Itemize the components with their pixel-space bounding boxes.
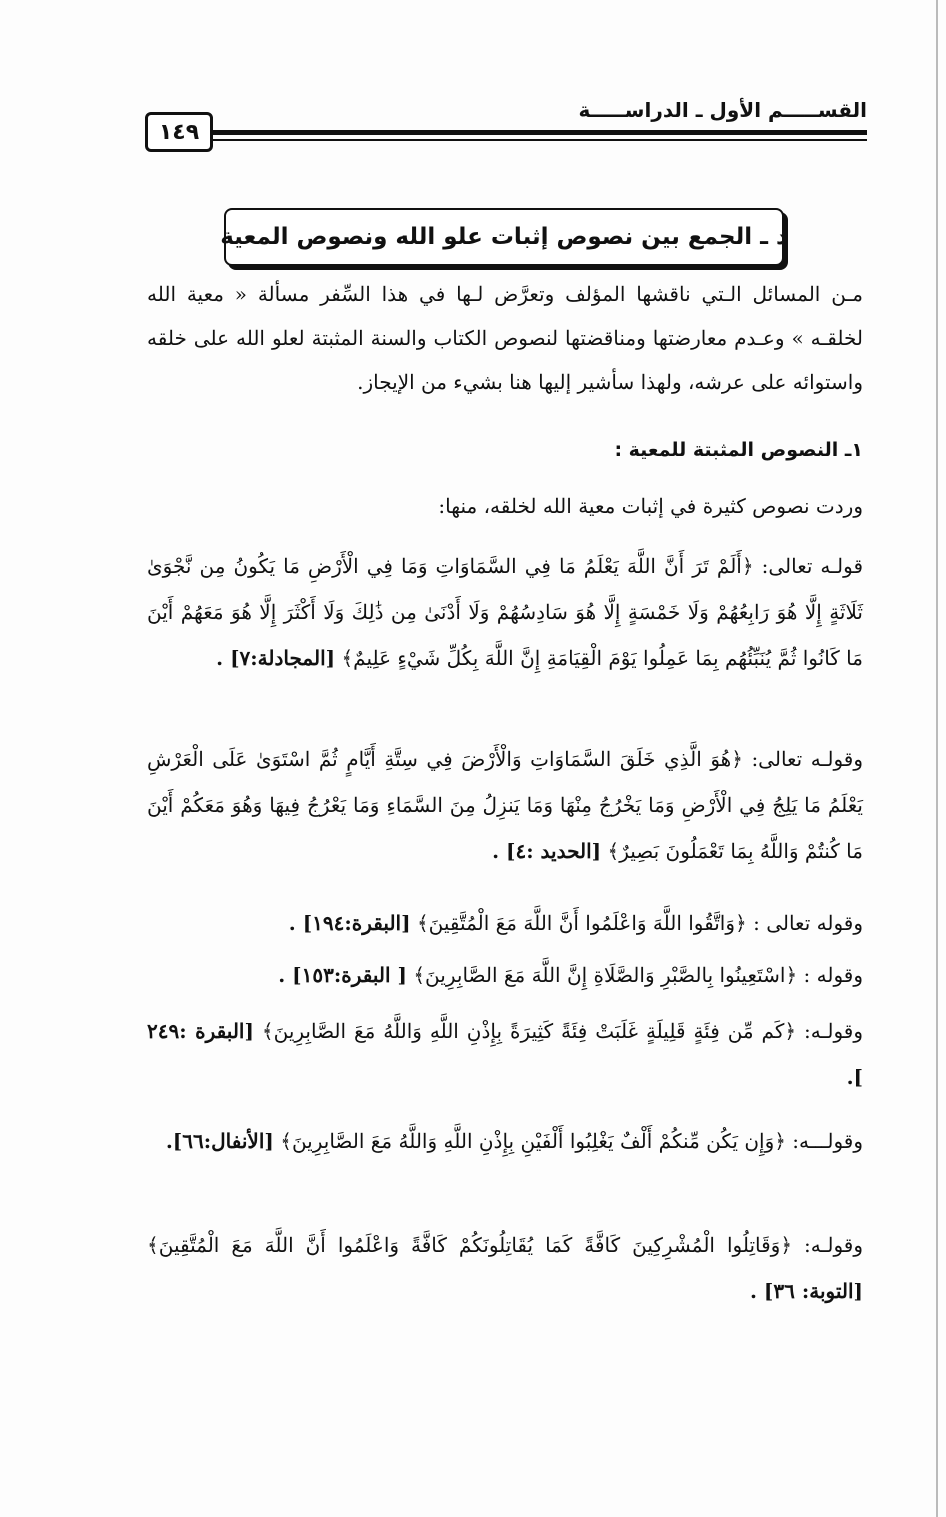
- quote-text: وقولـه: ﴿وَقَاتِلُوا الْمُشْرِكِينَ كَافَّةً كَمَا يُقَاتِلُونَكُمْ كَافَّةً وَاعْلَمُوا أَنَّ اللَّهَ مَعَ الْمُتَّقِينَ﴾: [147, 1233, 863, 1257]
- quote-reference: [البقرة :٢٤٩ ].: [147, 1019, 863, 1089]
- lead-sentence: وردت نصوص كثيرة في إثبات معية الله لخلقه، منها:: [438, 494, 863, 518]
- quote-text: وقولـــه: ﴿وَإِن يَكُن مِّنكُمْ أَلْفٌ يَغْلِبُوا أَلْفَيْنِ بِإِذْنِ اللَّهِ وَاللَّهُ مَعَ الصَّابِرِينَ﴾: [280, 1129, 863, 1153]
- quote-text: وقولـه تعالى: ﴿هُوَ الَّذِي خَلَقَ السَّمَاوَاتِ وَالْأَرْضَ فِي سِتَّةِ أَيَّامٍ ثُمَّ اسْتَوَىٰ عَلَى الْعَرْشِ يَعْلَمُ مَا يَلِجُ فِي الْأَرْضِ وَمَا يَخْرُجُ مِنْهَا وَمَا يَنزِلُ مِنَ السَّمَاءِ وَمَا يَعْرُجُ فِيهَا وَهُوَ مَعَكُمْ أَيْنَ مَا كُنتُمْ وَاللَّهُ بِمَا تَعْمَلُونَ بَصِيرٌ﴾: [147, 747, 863, 863]
- quote-item: [147, 1118, 863, 1164]
- quote-text: وقوله : ﴿اسْتَعِينُوا بِالصَّبْرِ وَالصَّلَاةِ إِنَّ اللَّهَ مَعَ الصَّابِرِينَ﴾: [413, 963, 863, 987]
- quote-reference: [البقرة:١٩٤] .: [288, 911, 411, 935]
- quote-reference: [المجادلة:٧] .: [216, 646, 336, 670]
- quote-item: [147, 543, 863, 681]
- header-rule-thick: [211, 130, 867, 135]
- quote-text: وقوله تعالى : ﴿وَاتَّقُوا اللَّهَ وَاعْلَمُوا أَنَّ اللَّهَ مَعَ الْمُتَّقِينَ﴾: [416, 911, 863, 935]
- quote-item: [147, 1008, 863, 1100]
- quote-reference: [الأنفال:٦٦].: [165, 1129, 274, 1153]
- quote-reference: [التوبة: ٣٦] .: [750, 1279, 863, 1303]
- section-title: د ـ الجمع بين نصوص إثبات علو الله ونصوص المعية: [220, 224, 788, 250]
- page-number: ١٤٩: [145, 112, 213, 152]
- quote-text: قولـه تعالى: ﴿أَلَمْ تَرَ أَنَّ اللَّهَ يَعْلَمُ مَا فِي السَّمَاوَاتِ وَمَا فِي الْأَرْضِ مَا يَكُونُ مِن نَّجْوَىٰ ثَلَاثَةٍ إِلَّا هُوَ رَابِعُهُمْ وَلَا خَمْسَةٍ إِلَّا هُوَ سَادِسُهُمْ وَلَا أَدْنَىٰ مِن ذَٰلِكَ وَلَا أَكْثَرَ إِلَّا هُوَ مَعَهُمْ أَيْنَ مَا كَانُوا ثُمَّ يُنَبِّئُهُم بِمَا عَمِلُوا يَوْمَ الْقِيَامَةِ إِنَّ اللَّهَ بِكُلِّ شَيْءٍ عَلِيمٌ﴾: [147, 554, 863, 670]
- quote-reference: [الحديد :٤] .: [492, 839, 602, 863]
- quote-text: وقولـه: ﴿كَم مِّن فِئَةٍ قَلِيلَةٍ غَلَبَتْ فِئَةً كَثِيرَةً بِإِذْنِ اللَّهِ وَاللَّهُ مَعَ الصَّابِرِينَ﴾: [261, 1019, 864, 1043]
- quote-reference: [ البقرة:١٥٣] .: [278, 963, 407, 987]
- section-title-box: [220, 208, 788, 266]
- scan-edge-line: [936, 0, 938, 1517]
- header-rule-thin: [211, 139, 867, 141]
- intro-paragraph: مـن المسائل الـتي ناقشها المؤلف وتعرَّض لـها في هذا السِّفر مسألة « معية الله لخلقـه » وعـدم معارضتها ومناقضتها لنصوص الكتاب والسنة المثبتة لعلو الله على خلقه واستوائه على عرشه، ولهذا سأشير إليها هنا بشيء من الإيجاز.: [147, 282, 863, 394]
- quote-item: [147, 952, 863, 998]
- quote-item: [147, 1222, 863, 1314]
- page-header: [145, 96, 867, 156]
- subheading: ١ـ النصوص المثبتة للمعية :: [614, 439, 863, 461]
- running-head: القســـــم الأول ـ الدراســـــة: [578, 98, 867, 122]
- quote-item: [147, 736, 863, 874]
- quote-item: [147, 900, 863, 946]
